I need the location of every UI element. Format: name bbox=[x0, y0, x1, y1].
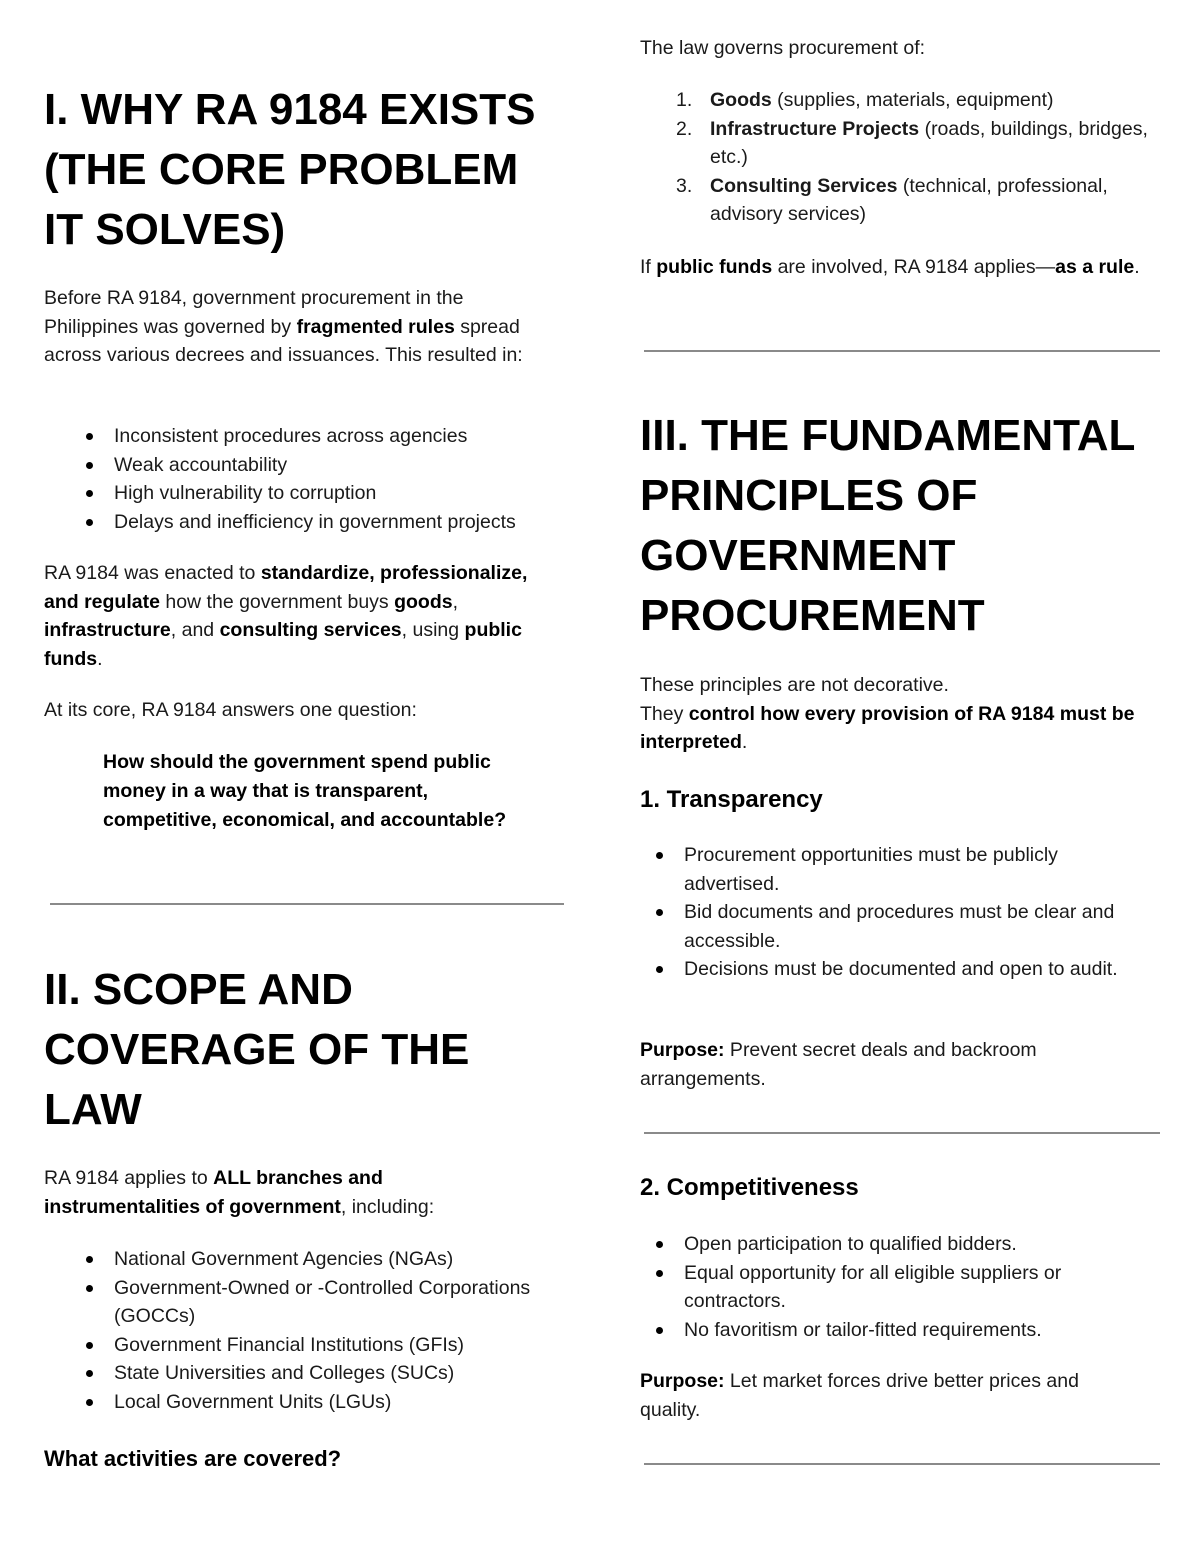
public-funds-paragraph: If public funds are involved, RA 9184 applies—as a rule. bbox=[640, 256, 1140, 278]
list-item: Government Financial Institutions (GFIs) bbox=[44, 1331, 544, 1360]
list-item: Procurement opportunities must be publicly advertised. bbox=[614, 841, 1154, 898]
transparency-bullet-list bbox=[614, 841, 1154, 984]
section-1-heading bbox=[44, 80, 536, 260]
transparency-heading: 1. Transparency bbox=[640, 786, 823, 813]
activities-heading: What activities are covered? bbox=[44, 1446, 342, 1471]
transparency-purpose: Purpose: Prevent secret deals and backroom arrangements. bbox=[640, 1039, 1037, 1090]
competitiveness-heading: 2. Competitiveness bbox=[640, 1174, 859, 1201]
heading-line: III. THE FUNDAMENTAL bbox=[640, 411, 1136, 460]
list-item: Bid documents and procedures must be clear and accessible. bbox=[614, 898, 1154, 955]
coverage-bullet-list bbox=[44, 1245, 544, 1416]
list-item: High vulnerability to corruption bbox=[44, 479, 584, 508]
list-item: Weak accountability bbox=[44, 451, 584, 480]
principles-intro: These principles are not decorative. They control how every provision of RA 9184 must be interpreted. bbox=[640, 674, 1135, 753]
list-item: Local Government Units (LGUs) bbox=[44, 1388, 544, 1417]
section-3-heading bbox=[640, 406, 1135, 646]
heading-line: GOVERNMENT bbox=[640, 531, 956, 580]
list-item: Delays and inefficiency in government projects bbox=[44, 508, 584, 537]
list-item: 1. Goods (supplies, materials, equipment) bbox=[676, 89, 1054, 111]
core-question-intro: At its core, RA 9184 answers one question: bbox=[44, 699, 417, 721]
section-divider bbox=[644, 1463, 1160, 1465]
list-item: 2. Infrastructure Projects (roads, buildings, bridges, etc.) bbox=[676, 117, 1148, 168]
list-item: No favoritism or tailor-fitted requirements. bbox=[614, 1316, 1134, 1345]
heading-line: IT SOLVES) bbox=[44, 205, 286, 254]
section-divider bbox=[50, 903, 564, 905]
list-item: Open participation to qualified bidders. bbox=[614, 1230, 1134, 1259]
governs-paragraph: The law governs procurement of: bbox=[640, 37, 926, 59]
section-divider bbox=[644, 350, 1160, 352]
competitiveness-purpose: Purpose: Let market forces drive better prices and quality. bbox=[640, 1370, 1079, 1421]
list-item: 3. Consulting Services (technical, professional, advisory services) bbox=[676, 174, 1108, 225]
heading-line: COVERAGE OF THE bbox=[44, 1025, 470, 1074]
problem-bullet-list bbox=[44, 422, 584, 536]
list-item: Equal opportunity for all eligible suppliers or contractors. bbox=[614, 1259, 1134, 1316]
list-item: Government-Owned or -Controlled Corporations (GOCCs) bbox=[44, 1274, 544, 1331]
heading-line: PRINCIPLES OF bbox=[640, 471, 978, 520]
heading-line: I. WHY RA 9184 EXISTS bbox=[44, 85, 536, 134]
section-1-intro: Before RA 9184, government procurement in the Philippines was governed by fragmented rules spread across various decrees and issuances. This resulted in: bbox=[44, 287, 523, 366]
heading-line: II. SCOPE AND bbox=[44, 965, 353, 1014]
heading-line: LAW bbox=[44, 1085, 142, 1134]
list-item: Inconsistent procedures across agencies bbox=[44, 422, 584, 451]
heading-line: PROCUREMENT bbox=[640, 591, 985, 640]
list-item: Decisions must be documented and open to audit. bbox=[614, 955, 1154, 984]
competitiveness-bullet-list bbox=[614, 1230, 1134, 1344]
list-item: State Universities and Colleges (SUCs) bbox=[44, 1359, 544, 1388]
procurement-type-list bbox=[640, 86, 1160, 229]
applies-paragraph: RA 9184 applies to ALL branches and instrumentalities of government, including: bbox=[44, 1167, 435, 1218]
list-item: National Government Agencies (NGAs) bbox=[44, 1245, 544, 1274]
heading-line: (THE CORE PROBLEM bbox=[44, 145, 519, 194]
enacted-paragraph: RA 9184 was enacted to standardize, professionalize, and regulate how the government buys goods, infrastructure, and consulting services, using public funds. bbox=[44, 562, 528, 670]
core-question: How should the government spend public money in a way that is transparent, competitive, economical, and accountable? bbox=[103, 751, 507, 831]
section-divider bbox=[644, 1132, 1160, 1134]
section-2-heading bbox=[44, 960, 469, 1140]
